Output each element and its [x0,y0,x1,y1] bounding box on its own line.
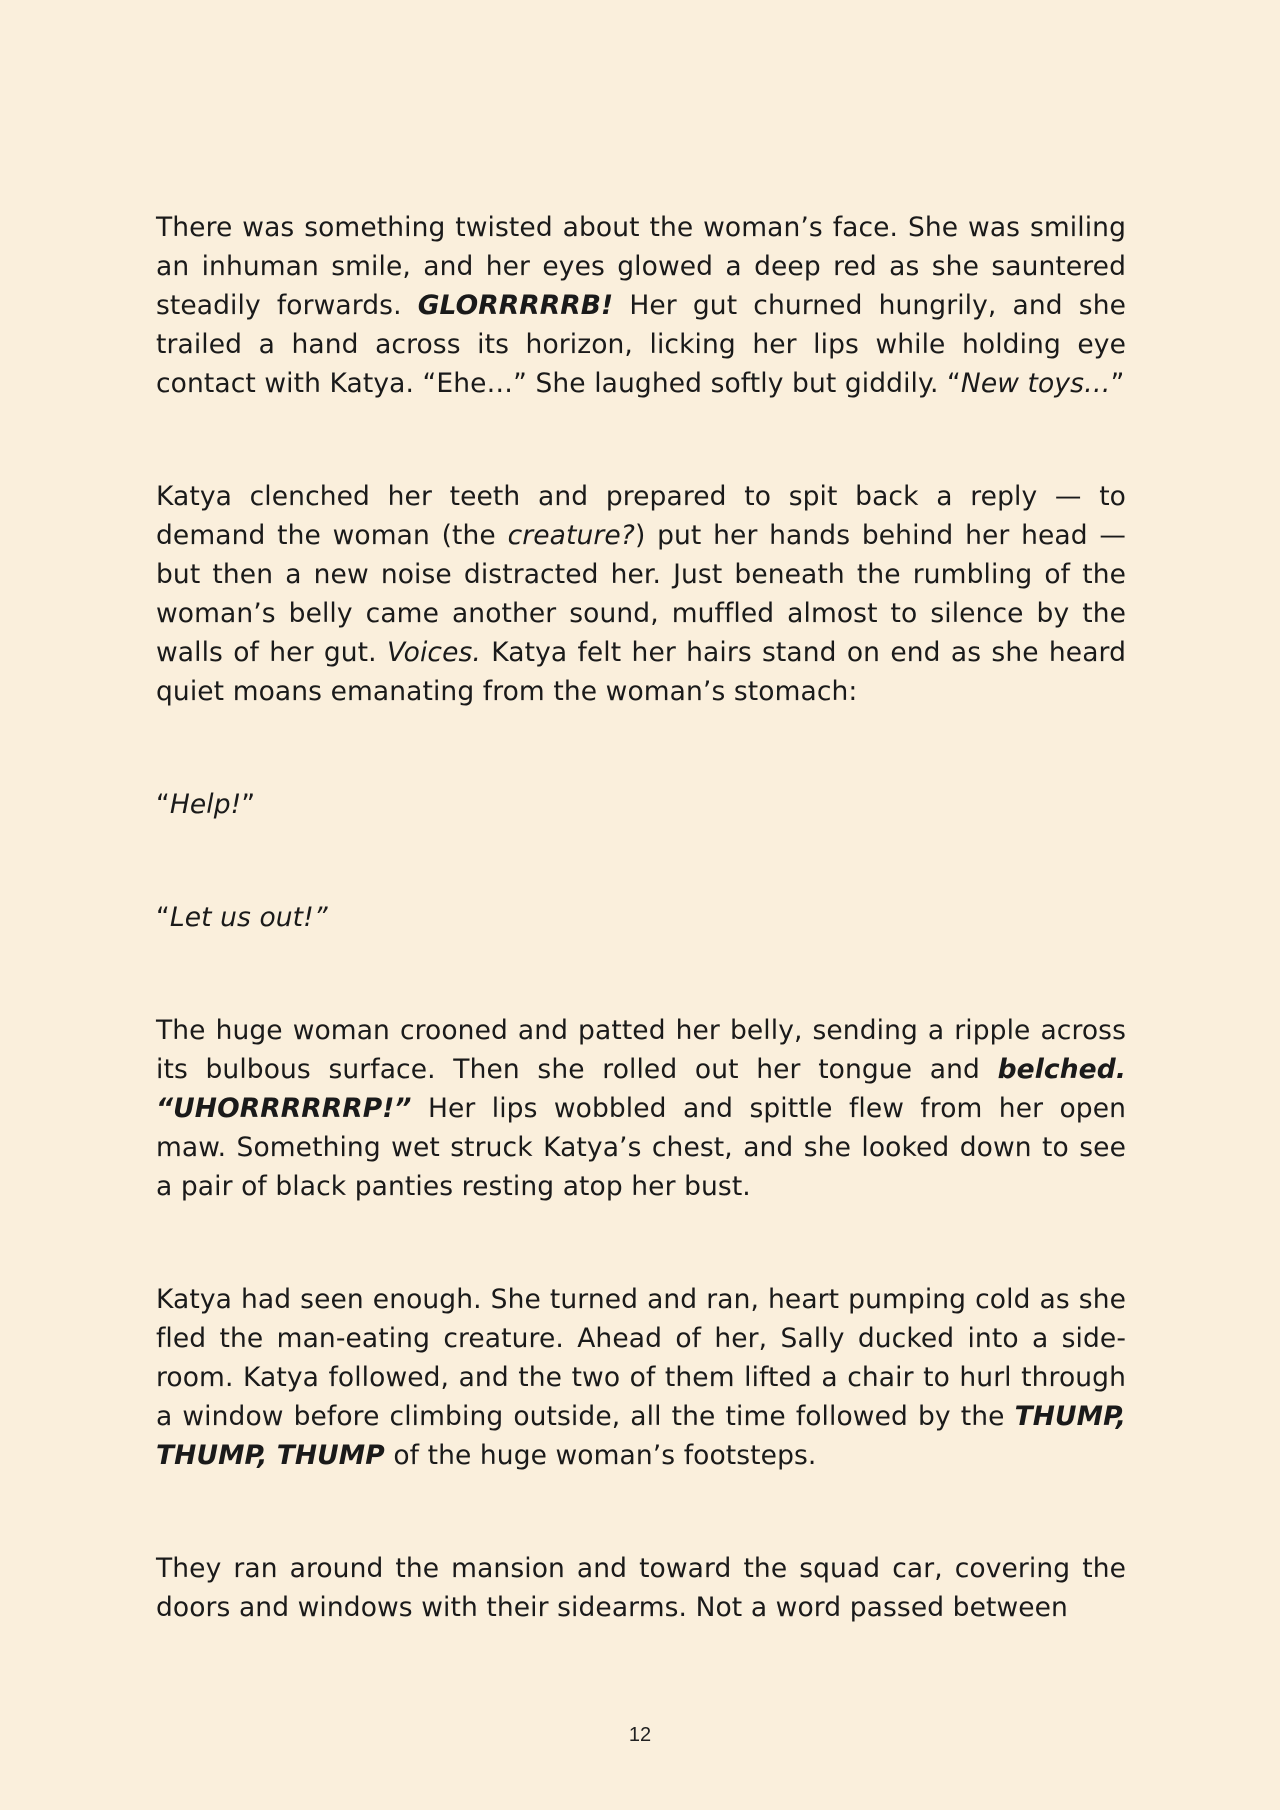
italic-word: Voices. [386,637,481,668]
paragraph-5 [156,1011,1126,1206]
text-run: Katya felt her hairs stand on end as she heard quiet moans emanating from the woman’s stomach: [156,637,1126,707]
text-run: They ran around the mansion and toward the squad car, covering the doors and windows with their sidearms. Not a word passed between [156,1553,1126,1623]
paragraph-2 [156,477,1126,711]
paragraph-6 [156,1280,1126,1475]
italic-word: creature? [507,520,635,551]
sound-effect: GLORRRRRB! [417,290,614,321]
text-run: ) put her hands behind her head — but then a new noise distracted her. Just beneath the rumbling of the woman’s belly came another sound, muffled almost to silence by the walls of her gut. [156,520,1126,668]
paragraph-3 [156,785,1126,824]
text-run: of the huge woman’s footsteps. [384,1440,817,1471]
italic-dialogue: Help! [169,789,242,820]
italic-dialogue: Let us out!” [169,902,328,933]
text-run: ” [1110,368,1125,399]
text-run: Her gut churned hungrily, and she trailed a hand across its horizon, licking her lips while holding eye contact with Katya. “Ehe…” She laughed softly but giddily. “ [156,290,1126,399]
text-run: “ [156,902,170,933]
paragraph-4 [156,898,1126,937]
sound-effect: belched. “UHORRRRRRP!” [156,1054,1126,1124]
text-run: “ [156,789,170,820]
text-run: Her lips wobbled and spittle flew from her open maw. Something wet struck Katya’s chest, and she looked down to see a pair of black panties resting atop her bust. [156,1093,1126,1202]
paragraph-1 [156,208,1126,403]
text-run: There was something twisted about the woman’s face. She was smiling an inhuman smile, and her eyes glowed a deep red as she sauntered steadily forwards. [156,212,1126,321]
paragraph-7 [156,1549,1126,1627]
text-run: Katya had seen enough. She turned and ran, heart pumping cold as she fled the man-eating creature. Ahead of her, Sally ducked into a side-room. Katya followed, and the two of them lifted a chair to hurl through a window before climbing outside, all the time followed by the [156,1284,1126,1432]
sound-effect: THUMP, THUMP, THUMP [156,1401,1126,1471]
text-run: Katya clenched her teeth and prepared to spit back a reply — to demand the woman (the [156,481,1126,551]
text-run: The huge woman crooned and patted her belly, sending a ripple across its bulbous surface. Then she rolled out her tongue and [156,1015,1126,1085]
italic-dialogue: New toys… [960,368,1111,399]
page-body [156,208,1126,1627]
page-number: 12 [628,1724,652,1746]
text-run: ” [241,789,256,820]
